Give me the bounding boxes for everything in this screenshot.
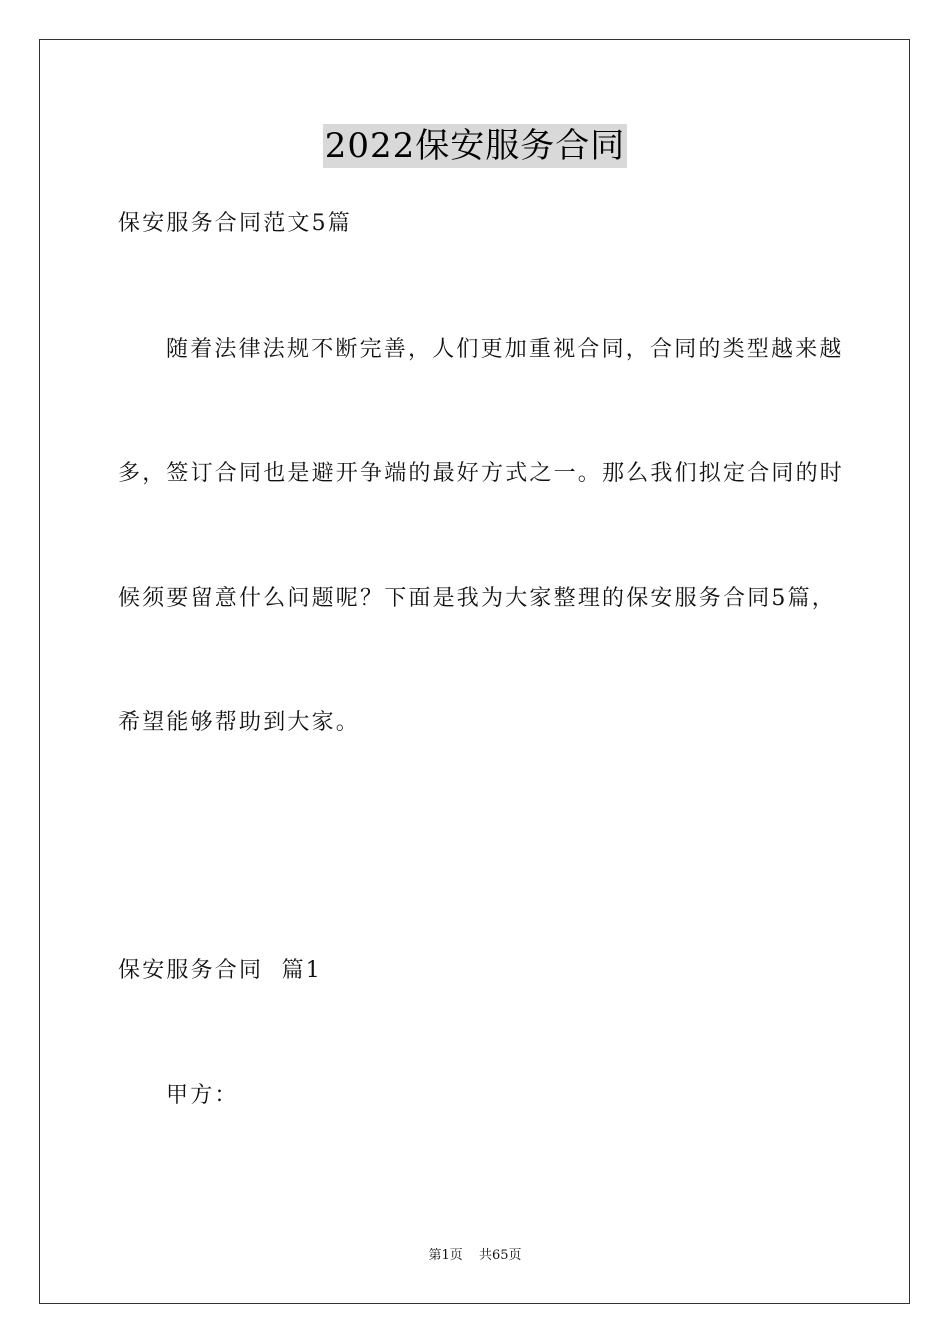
page-number-total: 共65页 — [478, 1248, 522, 1263]
paragraph-line-1: 随着法律法规不断完善，人们更加重视合同，合同的类型越来越 — [166, 337, 844, 362]
paragraph-line-2: 多，签订合同也是避开争端的最好方式之一。那么我们拟定合同的时 — [118, 461, 845, 486]
title-container — [0, 124, 950, 168]
page-footer — [0, 1247, 950, 1265]
paragraph-line-4: 希望能够帮助到大家。 — [118, 710, 361, 735]
document-subtitle: 保安服务合同范文5篇 — [118, 211, 352, 236]
page-number-current: 第1页 — [428, 1248, 463, 1263]
document-title: 2022保安服务合同 — [324, 126, 626, 166]
party-a-label: 甲方： — [166, 1083, 239, 1108]
section-heading: 保安服务合同 篇1 — [118, 958, 322, 983]
paragraph-line-3: 候须要留意什么问题呢？下面是我为大家整理的保安服务合同5篇， — [118, 586, 836, 611]
